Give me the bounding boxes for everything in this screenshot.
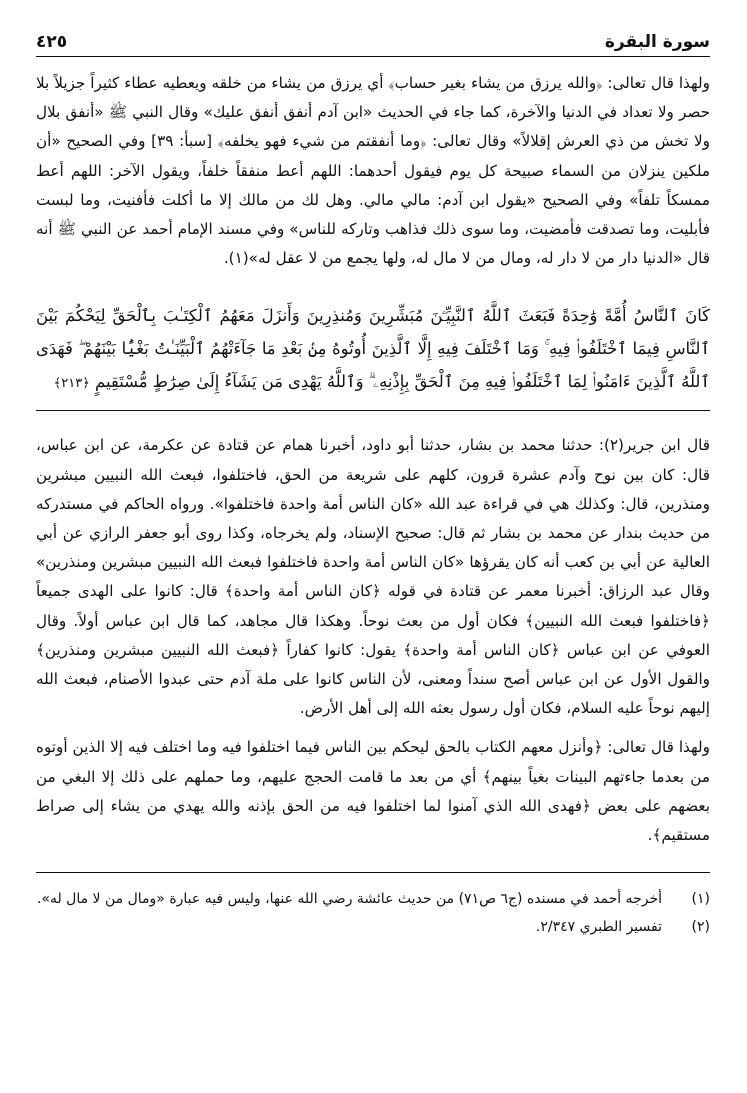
commentary-paragraph: قال ابن جرير(٢): حدثنا محمد بن بشار، حدثنا أبو داود، أخبرنا همام عن قتادة عن عكرمة، عن ابن عباس، قال: كان بين نوح وآدم عشرة قرون، كلهم على شريعة من الحق، فاختلفوا، فبعث الله النبيين مبشرين ومنذرين، قال: وكذلك هي في قراءة عبد الله «كان الناس أمة واحدة فاختلفوا». ورواه الحاكم في مستدركه من حديث بندار عن محمد بن بشار ثم قال: صحيح الإسناد، ولم يخرجاه، وكذا روى أبو جعفر الرازي عن أبي العالية عن أبي بن كعب أنه كان يقرؤها «كان الناس أمة واحدة فاختلفوا فبعث الله النبيين مبشرين ومنذرين» وقال عبد الرزاق: أخبرنا معمر عن قتادة في قوله ﴿كان الناس أمة واحدة﴾ قال: كانوا على الهدى جميعاً ﴿فاختلفوا فبعث الله النبيين﴾ فكان أول من بعث نوحاً. وهكذا قال مجاهد، كما قال ابن عباس أولاً. وقال العوفي عن ابن عباس ﴿كان الناس أمة واحدة﴾ يقول: كانوا كفاراً ﴿فبعث الله النبيين مبشرين ومنذرين﴾ والقول الأول عن ابن عباس أصح سنداً ومعنى، لأن الناس كانوا على ملة آدم حتى عبدوا الأصنام، فبعث الله إليهم نوحاً عليه السلام، فكان أول رسول بعثه الله إلى أهل الأرض. [36,436,711,718]
surah-title: سورة البقرة [604,32,710,52]
footnote-text: تفسير الطبري ٢/٣٤٧. [535,919,662,936]
footnote [36,915,710,939]
commentary-paragraph: ولهذا قال تعالى: ﴿وأنزل معهم الكتاب بالحق ليحكم بين الناس فيما اختلفوا فيه وما اختلف فيه إلا الذين أوتوه من بعدما جاءتهم البينات بغياً بينهم﴾ أي من بعد ما قامت الحجج عليهم، وما حملهم على ذلك إلا البغي من بعضهم على بعض ﴿فهدى الله الذي آمنوا لما اختلفوا فيه من الحق بإذنه والله يهدي من يشاء إلى صراط مستقيم﴾. [36,738,710,845]
page-number: ٤٢٥ [36,32,68,52]
footnote-text: أخرجه أحمد في مسنده (ج٦ ص٧١) من حديث عائشة رضي الله عنها، وليس فيه عبارة «ومال من لا مال له». [36,891,662,908]
verse-divider [36,410,710,411]
page-header [36,28,710,57]
footnote-divider [36,872,710,873]
footnote-marker: (٢) [691,919,710,936]
verse-number: ﴿٢١٣﴾ [53,376,90,392]
quran-verse-block [36,299,710,400]
quran-verse-text: كَانَ ٱلنَّاسُ أُمَّةً وَٰحِدَةً فَبَعَثَ ٱللَّهُ ٱلنَّبِيِّـۧنَ مُبَشِّرِينَ وَمُنذِرِينَ وَأَنزَلَ مَعَهُمُ ٱلْكِتَـٰبَ بِٱلْحَقِّ لِيَحْكُمَ بَيْنَ ٱلنَّاسِ فِيمَا ٱخْتَلَفُوا۟ فِيهِ ۚ وَمَا ٱخْتَلَفَ فِيهِ إِلَّا ٱلَّذِينَ أُوتُوهُ مِنۢ بَعْدِ مَا جَآءَتْهُمُ ٱلْبَيِّنَـٰتُ بَغْيًۢا بَيْنَهُمْ ۖ فَهَدَى ٱللَّهُ ٱلَّذِينَ ءَامَنُوا۟ لِمَا ٱخْتَلَفُوا۟ فِيهِ مِنَ ٱلْحَقِّ بِإِذْنِهِۦ ۗ وَٱللَّهُ يَهْدِى مَن يَشَآءُ إِلَىٰ صِرَٰطٍ مُّسْتَقِيمٍ [36,306,710,392]
footnote-marker: (١) [691,891,710,908]
footnotes [36,887,710,939]
book-page [36,28,710,1068]
footnote [36,887,710,911]
commentary-paragraph: ولهذا قال تعالى: ﴿والله يرزق من يشاء بغير حساب﴾ أي يرزق من يشاء من خلقه ويعطيه عطاء كثيراً جزيلاً بلا حصر ولا تعداد في الدنيا والآخرة، كما جاء في الحديث «ابن آدم أنفق أنفق عليك» وقال النبي ﷺ «أنفق بلال ولا تخش من ذي العرش إقلالاً» وقال تعالى: ﴿وما أنفقتم من شيء فهو يخلفه﴾ [سبأ: ٣٩] وفي الصحيح «أن ملكين ينزلان من السماء صبيحة كل يوم فيقول أحدهما: اللهم أعط منفقاً خلفاً، ويقول الآخر: اللهم أعط ممسكاً تلفاً» وفي الصحيح «يقول ابن آدم: مالي مالي. وهل لك من مالك إلا ما أكلت فأفنيت، وما لبست فأبليت، وما تصدقت فأمضيت، وما سوى ذلك فذاهب وتاركه للناس» وفي مسند الإمام أحمد عن النبي ﷺ أنه قال «الدنيا دار من لا دار له، ومال من لا مال له، ولها يجمع من لا عقل له»(١). [36,74,710,268]
